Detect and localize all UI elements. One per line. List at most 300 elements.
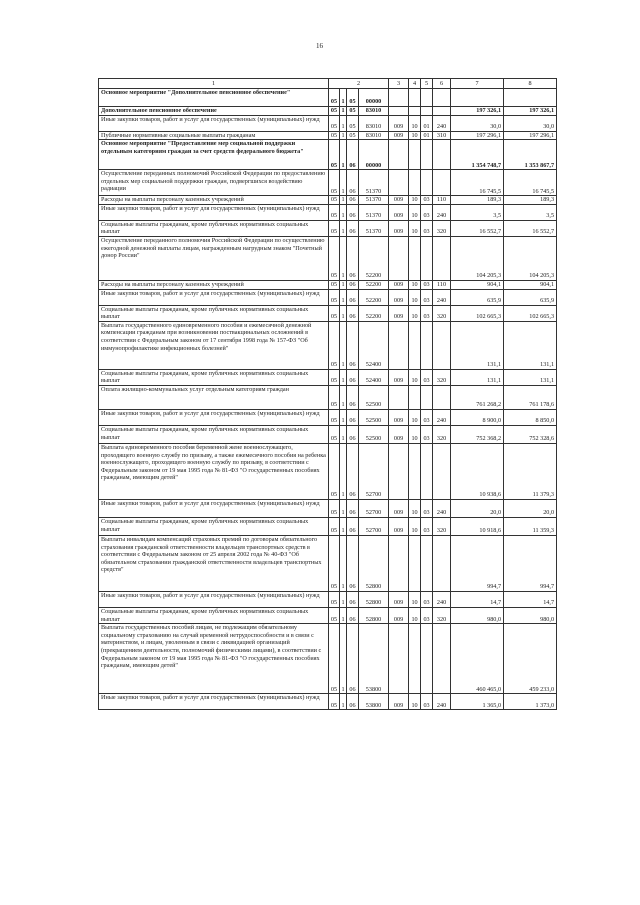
code-program: 05 [329, 591, 340, 607]
code-subsection: 03 [421, 591, 433, 607]
row-name: Осуществление переданных полномочий Российской Федерации по предоставлению отдельных мер социальной поддержки граждан, подвергшихся воздействию радиации [99, 170, 329, 196]
code-expense-type: 240 [433, 694, 451, 710]
code-direction: 00000 [359, 89, 389, 107]
code-sub: 1 [340, 425, 347, 443]
code-ministry [389, 89, 409, 107]
row-name: Социальные выплаты гражданам, кроме публичных нормативных социальных выплат [99, 425, 329, 443]
code-sub: 1 [340, 204, 347, 220]
code-direction: 52200 [359, 289, 389, 305]
amount-year-1: 14,7 [451, 591, 504, 607]
code-subsection: 03 [421, 280, 433, 289]
code-event: 06 [347, 443, 359, 499]
amount-year-2: 30,0 [504, 115, 557, 131]
row-name: Иные закупки товаров, работ и услуг для государственных (муниципальных) нужд [99, 499, 329, 517]
code-program: 05 [329, 289, 340, 305]
code-subsection: 03 [421, 305, 433, 321]
amount-year-1: 761 268,2 [451, 385, 504, 409]
code-expense-type [433, 385, 451, 409]
row-name: Социальные выплаты гражданам, кроме публичных нормативных социальных выплат [99, 607, 329, 623]
code-direction: 00000 [359, 140, 389, 170]
code-sub: 1 [340, 236, 347, 280]
code-expense-type: 110 [433, 196, 451, 205]
code-subsection: 03 [421, 196, 433, 205]
code-section: 10 [409, 305, 421, 321]
code-program: 05 [329, 131, 340, 140]
code-subsection: 03 [421, 694, 433, 710]
code-expense-type [433, 170, 451, 196]
code-event: 05 [347, 131, 359, 140]
code-direction: 52400 [359, 321, 389, 369]
code-direction: 51370 [359, 204, 389, 220]
code-sub: 1 [340, 535, 347, 591]
table-row [99, 140, 557, 170]
code-section: 10 [409, 115, 421, 131]
code-program: 05 [329, 220, 340, 236]
amount-year-1: 1 354 748,7 [451, 140, 504, 170]
code-ministry: 009 [389, 499, 409, 517]
code-event: 06 [347, 694, 359, 710]
code-ministry: 009 [389, 305, 409, 321]
table-row [99, 385, 557, 409]
code-program: 05 [329, 409, 340, 425]
code-event: 05 [347, 115, 359, 131]
table-row [99, 443, 557, 499]
table-row [99, 280, 557, 289]
amount-year-2: 14,7 [504, 591, 557, 607]
code-ministry: 009 [389, 607, 409, 623]
row-name: Социальные выплаты гражданам, кроме публичных нормативных социальных выплат [99, 517, 329, 535]
amount-year-2: 980,0 [504, 607, 557, 623]
amount-year-1: 994,7 [451, 535, 504, 591]
amount-year-1: 197 326,1 [451, 107, 504, 116]
row-name: Расходы на выплаты персоналу казенных учреждений [99, 196, 329, 205]
code-program: 05 [329, 321, 340, 369]
code-program: 05 [329, 196, 340, 205]
table-row [99, 196, 557, 205]
amount-year-1: 635,9 [451, 289, 504, 305]
code-subsection: 03 [421, 499, 433, 517]
code-subsection [421, 624, 433, 694]
code-event: 06 [347, 535, 359, 591]
code-ministry [389, 443, 409, 499]
code-event: 06 [347, 140, 359, 170]
code-event: 06 [347, 204, 359, 220]
table-row [99, 321, 557, 369]
table-row [99, 607, 557, 623]
code-section [409, 624, 421, 694]
row-name: Социальные выплаты гражданам, кроме публичных нормативных социальных выплат [99, 305, 329, 321]
code-subsection: 01 [421, 115, 433, 131]
code-expense-type [433, 107, 451, 116]
table-row [99, 131, 557, 140]
code-program: 05 [329, 443, 340, 499]
table-row [99, 115, 557, 131]
code-sub: 1 [340, 409, 347, 425]
code-ministry [389, 535, 409, 591]
code-sub: 1 [340, 369, 347, 385]
amount-year-2: 904,1 [504, 280, 557, 289]
code-direction: 83010 [359, 131, 389, 140]
code-expense-type [433, 321, 451, 369]
code-direction: 52200 [359, 305, 389, 321]
code-ministry [389, 236, 409, 280]
amount-year-2: 189,3 [504, 196, 557, 205]
row-name: Публичные нормативные социальные выплаты гражданам [99, 131, 329, 140]
code-expense-type: 310 [433, 131, 451, 140]
code-subsection [421, 321, 433, 369]
code-event: 06 [347, 624, 359, 694]
code-program: 05 [329, 607, 340, 623]
header-cell: 5 [421, 79, 433, 89]
table-row [99, 369, 557, 385]
code-sub: 1 [340, 305, 347, 321]
amount-year-1: 980,0 [451, 607, 504, 623]
code-subsection [421, 89, 433, 107]
code-event: 06 [347, 220, 359, 236]
code-direction: 52200 [359, 280, 389, 289]
code-sub: 1 [340, 694, 347, 710]
code-event: 06 [347, 591, 359, 607]
code-section: 10 [409, 409, 421, 425]
amount-year-2: 752 328,6 [504, 425, 557, 443]
code-section: 10 [409, 289, 421, 305]
amount-year-2: 104 205,3 [504, 236, 557, 280]
row-name: Осуществление переданного полномочия Российской Федерации по осуществлению ежегодной денежной выплаты лицам, награжденным нагрудным знаком "Почетный донор России" [99, 236, 329, 280]
code-expense-type: 240 [433, 409, 451, 425]
code-direction: 53800 [359, 624, 389, 694]
code-direction: 83010 [359, 115, 389, 131]
table-row [99, 220, 557, 236]
code-ministry [389, 170, 409, 196]
code-expense-type [433, 140, 451, 170]
amount-year-2: 16 552,7 [504, 220, 557, 236]
code-subsection [421, 140, 433, 170]
code-subsection: 03 [421, 607, 433, 623]
code-ministry [389, 140, 409, 170]
amount-year-1: 102 665,3 [451, 305, 504, 321]
amount-year-2: 459 233,0 [504, 624, 557, 694]
code-direction: 52700 [359, 499, 389, 517]
code-sub: 1 [340, 499, 347, 517]
code-ministry: 009 [389, 517, 409, 535]
code-ministry [389, 321, 409, 369]
code-program: 05 [329, 535, 340, 591]
code-ministry: 009 [389, 131, 409, 140]
code-sub: 1 [340, 517, 347, 535]
code-subsection [421, 236, 433, 280]
code-subsection: 03 [421, 369, 433, 385]
code-expense-type: 320 [433, 607, 451, 623]
code-expense-type [433, 535, 451, 591]
amount-year-2: 8 850,0 [504, 409, 557, 425]
code-section [409, 321, 421, 369]
code-ministry: 009 [389, 591, 409, 607]
code-sub: 1 [341, 107, 345, 114]
code-section: 10 [409, 196, 421, 205]
code-sub: 1 [341, 131, 345, 139]
code-program: 05 [329, 425, 340, 443]
table-row [99, 694, 557, 710]
code-section: 10 [409, 220, 421, 236]
amount-year-2: 3,5 [504, 204, 557, 220]
code-program: 05 [329, 140, 340, 170]
amount-year-2: 11 359,3 [504, 517, 557, 535]
row-name: Расходы на выплаты персоналу казенных учреждений [99, 280, 329, 289]
row-name: Выплата государственного единовременного пособия и ежемесячной денежной компенсации гражданам при возникновении поствакцинальных осложнений в соответствии с Федеральным законом от 17 сентября 1998 года № 157-ФЗ "Об иммунопрофилактике инфекционных болезней" [99, 321, 329, 369]
code-program: 05 [329, 624, 340, 694]
code-sub: 1 [341, 196, 345, 204]
row-name: Иные закупки товаров, работ и услуг для государственных (муниципальных) нужд [99, 289, 329, 305]
code-ministry: 009 [389, 425, 409, 443]
code-section [409, 89, 421, 107]
amount-year-2: 11 379,3 [504, 443, 557, 499]
code-program: 05 [329, 499, 340, 517]
code-event: 06 [347, 517, 359, 535]
amount-year-2: 131,1 [504, 321, 557, 369]
code-direction: 52800 [359, 535, 389, 591]
amount-year-1: 30,0 [451, 115, 504, 131]
row-name: Социальные выплаты гражданам, кроме публичных нормативных социальных выплат [99, 220, 329, 236]
code-section: 10 [409, 425, 421, 443]
amount-year-1: 1 365,0 [451, 694, 504, 710]
code-section [409, 443, 421, 499]
row-name: Дополнительное пенсионное обеспечение [99, 107, 329, 116]
code-expense-type [433, 89, 451, 107]
code-event: 06 [347, 289, 359, 305]
code-ministry: 009 [389, 369, 409, 385]
code-sub: 1 [340, 607, 347, 623]
code-subsection: 03 [421, 220, 433, 236]
code-program: 05 [329, 369, 340, 385]
code-subsection: 03 [421, 517, 433, 535]
code-direction: 51370 [359, 196, 389, 205]
code-expense-type: 320 [433, 425, 451, 443]
code-direction: 53800 [359, 694, 389, 710]
amount-year-1: 3,5 [451, 204, 504, 220]
code-section: 10 [409, 280, 421, 289]
code-expense-type: 240 [433, 591, 451, 607]
code-subsection: 01 [421, 131, 433, 140]
amount-year-2: 635,9 [504, 289, 557, 305]
code-section: 10 [409, 694, 421, 710]
code-direction: 52800 [359, 591, 389, 607]
code-event: 06 [347, 607, 359, 623]
table-row [99, 425, 557, 443]
code-expense-type: 240 [433, 289, 451, 305]
amount-year-1: 20,0 [451, 499, 504, 517]
row-name: Выплаты инвалидам компенсаций страховых премий по договорам обязательного страхования гражданской ответственности владельцев транспортных средств в соответствии с Федеральным законом от 25 апреля 2002 года № 40-ФЗ "Об обязательном страховании гражданской ответственности владельцев транспортных средств" [99, 535, 329, 591]
code-expense-type: 320 [433, 305, 451, 321]
header-cell: 1 [99, 79, 329, 89]
code-sub: 1 [340, 220, 347, 236]
code-ministry [389, 624, 409, 694]
amount-year-1: 460 465,0 [451, 624, 504, 694]
amount-year-1: 104 205,3 [451, 236, 504, 280]
code-direction: 52500 [359, 425, 389, 443]
row-name: Выплата единовременного пособия беременной жене военнослужащего, проходящего военную службу по призыву, а также ежемесячного пособия на ребенка военнослужащего, проходящего военную службу по призыву, в соответствии с Федеральным законом от 19 мая 1995 года № 81-ФЗ "О государственных пособиях гражданам, имеющим детей" [99, 443, 329, 499]
code-event: 06 [347, 321, 359, 369]
code-subsection [421, 107, 433, 116]
header-cell: 3 [389, 79, 409, 89]
row-name: Иные закупки товаров, работ и услуг для государственных (муниципальных) нужд [99, 694, 329, 710]
row-name: Выплата государственных пособий лицам, не подлежащим обязательному социальному страхованию на случай временной нетрудоспособности и в связи с материнством, и лицам, уволенным в связи с ликвидацией организаций (прекращением деятельности, полномочий физическими лицами), в соответствии с Федеральным законом от 19 мая 1995 года № 81-ФЗ "О государственных пособиях гражданам, имеющим детей" [99, 624, 329, 694]
code-program: 05 [329, 280, 340, 289]
table-body [99, 79, 557, 710]
code-sub: 1 [340, 140, 347, 170]
code-section: 10 [409, 591, 421, 607]
code-sub: 1 [340, 624, 347, 694]
amount-year-1: 189,3 [451, 196, 504, 205]
code-sub: 1 [340, 385, 347, 409]
amount-year-2 [504, 89, 557, 107]
code-subsection [421, 385, 433, 409]
code-direction: 52500 [359, 409, 389, 425]
table-row [99, 305, 557, 321]
table-row [99, 591, 557, 607]
code-ministry: 009 [389, 289, 409, 305]
code-direction: 52400 [359, 369, 389, 385]
amount-year-1: 904,1 [451, 280, 504, 289]
row-name: Оплата жилищно-коммунальных услуг отдельным категориям граждан [99, 385, 329, 409]
amount-year-2: 1 373,0 [504, 694, 557, 710]
code-program: 05 [329, 89, 340, 107]
row-name: Основное мероприятие "Предоставление мер социальной поддержки отдельным категориям граждан за счет средств федерального бюджета" [99, 140, 329, 170]
table-row [99, 409, 557, 425]
amount-year-1 [451, 89, 504, 107]
amount-year-2: 994,7 [504, 535, 557, 591]
code-sub: 1 [340, 591, 347, 607]
code-event: 06 [347, 369, 359, 385]
code-expense-type: 240 [433, 115, 451, 131]
amount-year-1: 10 918,6 [451, 517, 504, 535]
code-section: 10 [409, 369, 421, 385]
code-ministry: 009 [389, 409, 409, 425]
amount-year-2: 197 326,1 [504, 107, 557, 116]
table-row [99, 170, 557, 196]
code-subsection [421, 443, 433, 499]
amount-year-2: 131,1 [504, 369, 557, 385]
code-event: 06 [347, 385, 359, 409]
code-event: 06 [347, 280, 359, 289]
code-subsection [421, 170, 433, 196]
code-expense-type: 320 [433, 220, 451, 236]
code-program: 05 [329, 204, 340, 220]
table-row [99, 289, 557, 305]
amount-year-1: 16 745,5 [451, 170, 504, 196]
code-event: 05 [347, 107, 359, 116]
code-expense-type [433, 236, 451, 280]
code-expense-type: 240 [433, 499, 451, 517]
code-program: 05 [329, 107, 340, 116]
code-sub: 1 [341, 280, 345, 288]
budget-table [98, 78, 557, 710]
code-ministry [389, 385, 409, 409]
table-row [99, 624, 557, 694]
code-ministry: 009 [389, 204, 409, 220]
page-number: 16 [316, 42, 323, 50]
row-name: Иные закупки товаров, работ и услуг для государственных (муниципальных) нужд [99, 115, 329, 131]
code-expense-type [433, 624, 451, 694]
amount-year-1: 8 900,0 [451, 409, 504, 425]
amount-year-2: 1 353 867,7 [504, 140, 557, 170]
code-program: 05 [329, 115, 340, 131]
code-program: 05 [329, 694, 340, 710]
code-subsection: 03 [421, 425, 433, 443]
code-program: 05 [329, 236, 340, 280]
code-direction: 52700 [359, 443, 389, 499]
code-direction: 52800 [359, 607, 389, 623]
code-event: 06 [347, 196, 359, 205]
code-section [409, 385, 421, 409]
code-subsection: 03 [421, 409, 433, 425]
code-event: 06 [347, 170, 359, 196]
code-section [409, 535, 421, 591]
code-section: 10 [409, 517, 421, 535]
code-expense-type [433, 443, 451, 499]
row-name: Иные закупки товаров, работ и услуг для государственных (муниципальных) нужд [99, 591, 329, 607]
code-program: 05 [329, 170, 340, 196]
amount-year-2: 102 665,3 [504, 305, 557, 321]
code-section [409, 140, 421, 170]
code-program: 05 [329, 517, 340, 535]
header-row [99, 79, 557, 89]
code-direction: 52500 [359, 385, 389, 409]
header-cell: 2 [329, 79, 389, 89]
code-sub: 1 [340, 443, 347, 499]
header-cell: 8 [504, 79, 557, 89]
amount-year-1: 16 552,7 [451, 220, 504, 236]
code-ministry [389, 107, 409, 116]
code-program: 05 [329, 385, 340, 409]
header-cell: 4 [409, 79, 421, 89]
code-section: 10 [409, 204, 421, 220]
row-name: Иные закупки товаров, работ и услуг для государственных (муниципальных) нужд [99, 409, 329, 425]
code-expense-type: 240 [433, 204, 451, 220]
amount-year-1: 197 296,1 [451, 131, 504, 140]
amount-year-1: 131,1 [451, 321, 504, 369]
code-direction: 83010 [359, 107, 389, 116]
code-subsection [421, 535, 433, 591]
code-direction: 52200 [359, 236, 389, 280]
code-event: 06 [347, 236, 359, 280]
code-ministry: 009 [389, 280, 409, 289]
row-name: Основное мероприятие "Дополнительное пенсионное обеспечение" [99, 89, 329, 107]
code-section [409, 236, 421, 280]
table-row [99, 89, 557, 107]
code-expense-type: 110 [433, 280, 451, 289]
code-event: 05 [347, 89, 359, 107]
code-program: 05 [329, 305, 340, 321]
table-row [99, 236, 557, 280]
code-direction: 51370 [359, 170, 389, 196]
code-sub: 1 [340, 170, 347, 196]
row-name: Социальные выплаты гражданам, кроме публичных нормативных социальных выплат [99, 369, 329, 385]
row-name: Иные закупки товаров, работ и услуг для государственных (муниципальных) нужд [99, 204, 329, 220]
amount-year-1: 10 938,6 [451, 443, 504, 499]
code-subsection: 03 [421, 289, 433, 305]
amount-year-2: 20,0 [504, 499, 557, 517]
code-ministry: 009 [389, 220, 409, 236]
code-event: 06 [347, 425, 359, 443]
code-subsection: 03 [421, 204, 433, 220]
amount-year-1: 752 368,2 [451, 425, 504, 443]
amount-year-2: 761 178,6 [504, 385, 557, 409]
code-expense-type: 320 [433, 517, 451, 535]
code-event: 06 [347, 499, 359, 517]
code-direction: 52700 [359, 517, 389, 535]
code-event: 06 [347, 305, 359, 321]
amount-year-2: 16 745,5 [504, 170, 557, 196]
